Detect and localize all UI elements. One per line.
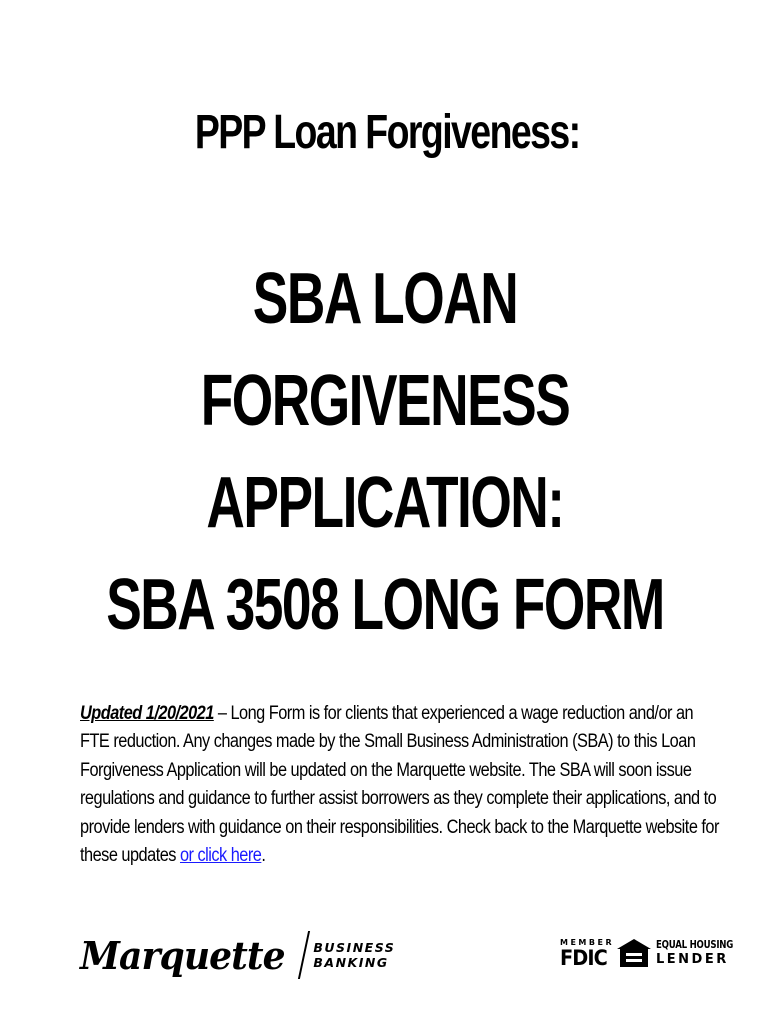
equal-housing-lender-badge xyxy=(616,938,750,968)
description-text: – Long Form is for clients that experienced a wage reduction and/or an FTE reduction. Any changes made by the Small Business Administration (SBA) to this Loan Forgiveness Application will be updated on the Marquette website. The SBA will soon issue regulations and guidance to further assist borrowers as they complete their applications, and to provide lenders with guidance on their responsibilities. Check back to the Marquette website for these updates xyxy=(80,703,719,867)
fdic-label: FDIC xyxy=(560,946,607,970)
fdic-member-label: MEMBER xyxy=(560,938,615,947)
fdic-badge xyxy=(560,938,614,969)
logo-wordmark: Marquette xyxy=(80,932,285,978)
logo-divider xyxy=(298,931,310,979)
logo-subtitle xyxy=(313,940,395,970)
title-line-2: FORGIVENESS xyxy=(200,361,570,441)
ehl-equal-housing-label: EQUAL HOUSING xyxy=(656,939,734,951)
title-line-3: APPLICATION: xyxy=(206,463,564,543)
logo-line-banking: BANKING xyxy=(313,955,389,970)
equal-housing-house-icon xyxy=(616,938,652,968)
updated-date-label: Updated 1/20/2021 xyxy=(80,703,214,724)
marquette-business-banking-logo xyxy=(80,930,395,980)
description-paragraph xyxy=(80,700,720,870)
title-line-4: SBA 3508 LONG FORM xyxy=(106,565,664,645)
ehl-lender-label: LENDER xyxy=(656,952,729,967)
description-end: . xyxy=(261,845,266,867)
page-subtitle: PPP Loan Forgiveness: xyxy=(194,106,580,159)
click-here-link[interactable]: or click here xyxy=(179,845,262,867)
page-title xyxy=(0,248,770,656)
title-line-1: SBA LOAN xyxy=(252,259,518,339)
logo-line-business: BUSINESS xyxy=(313,940,396,955)
